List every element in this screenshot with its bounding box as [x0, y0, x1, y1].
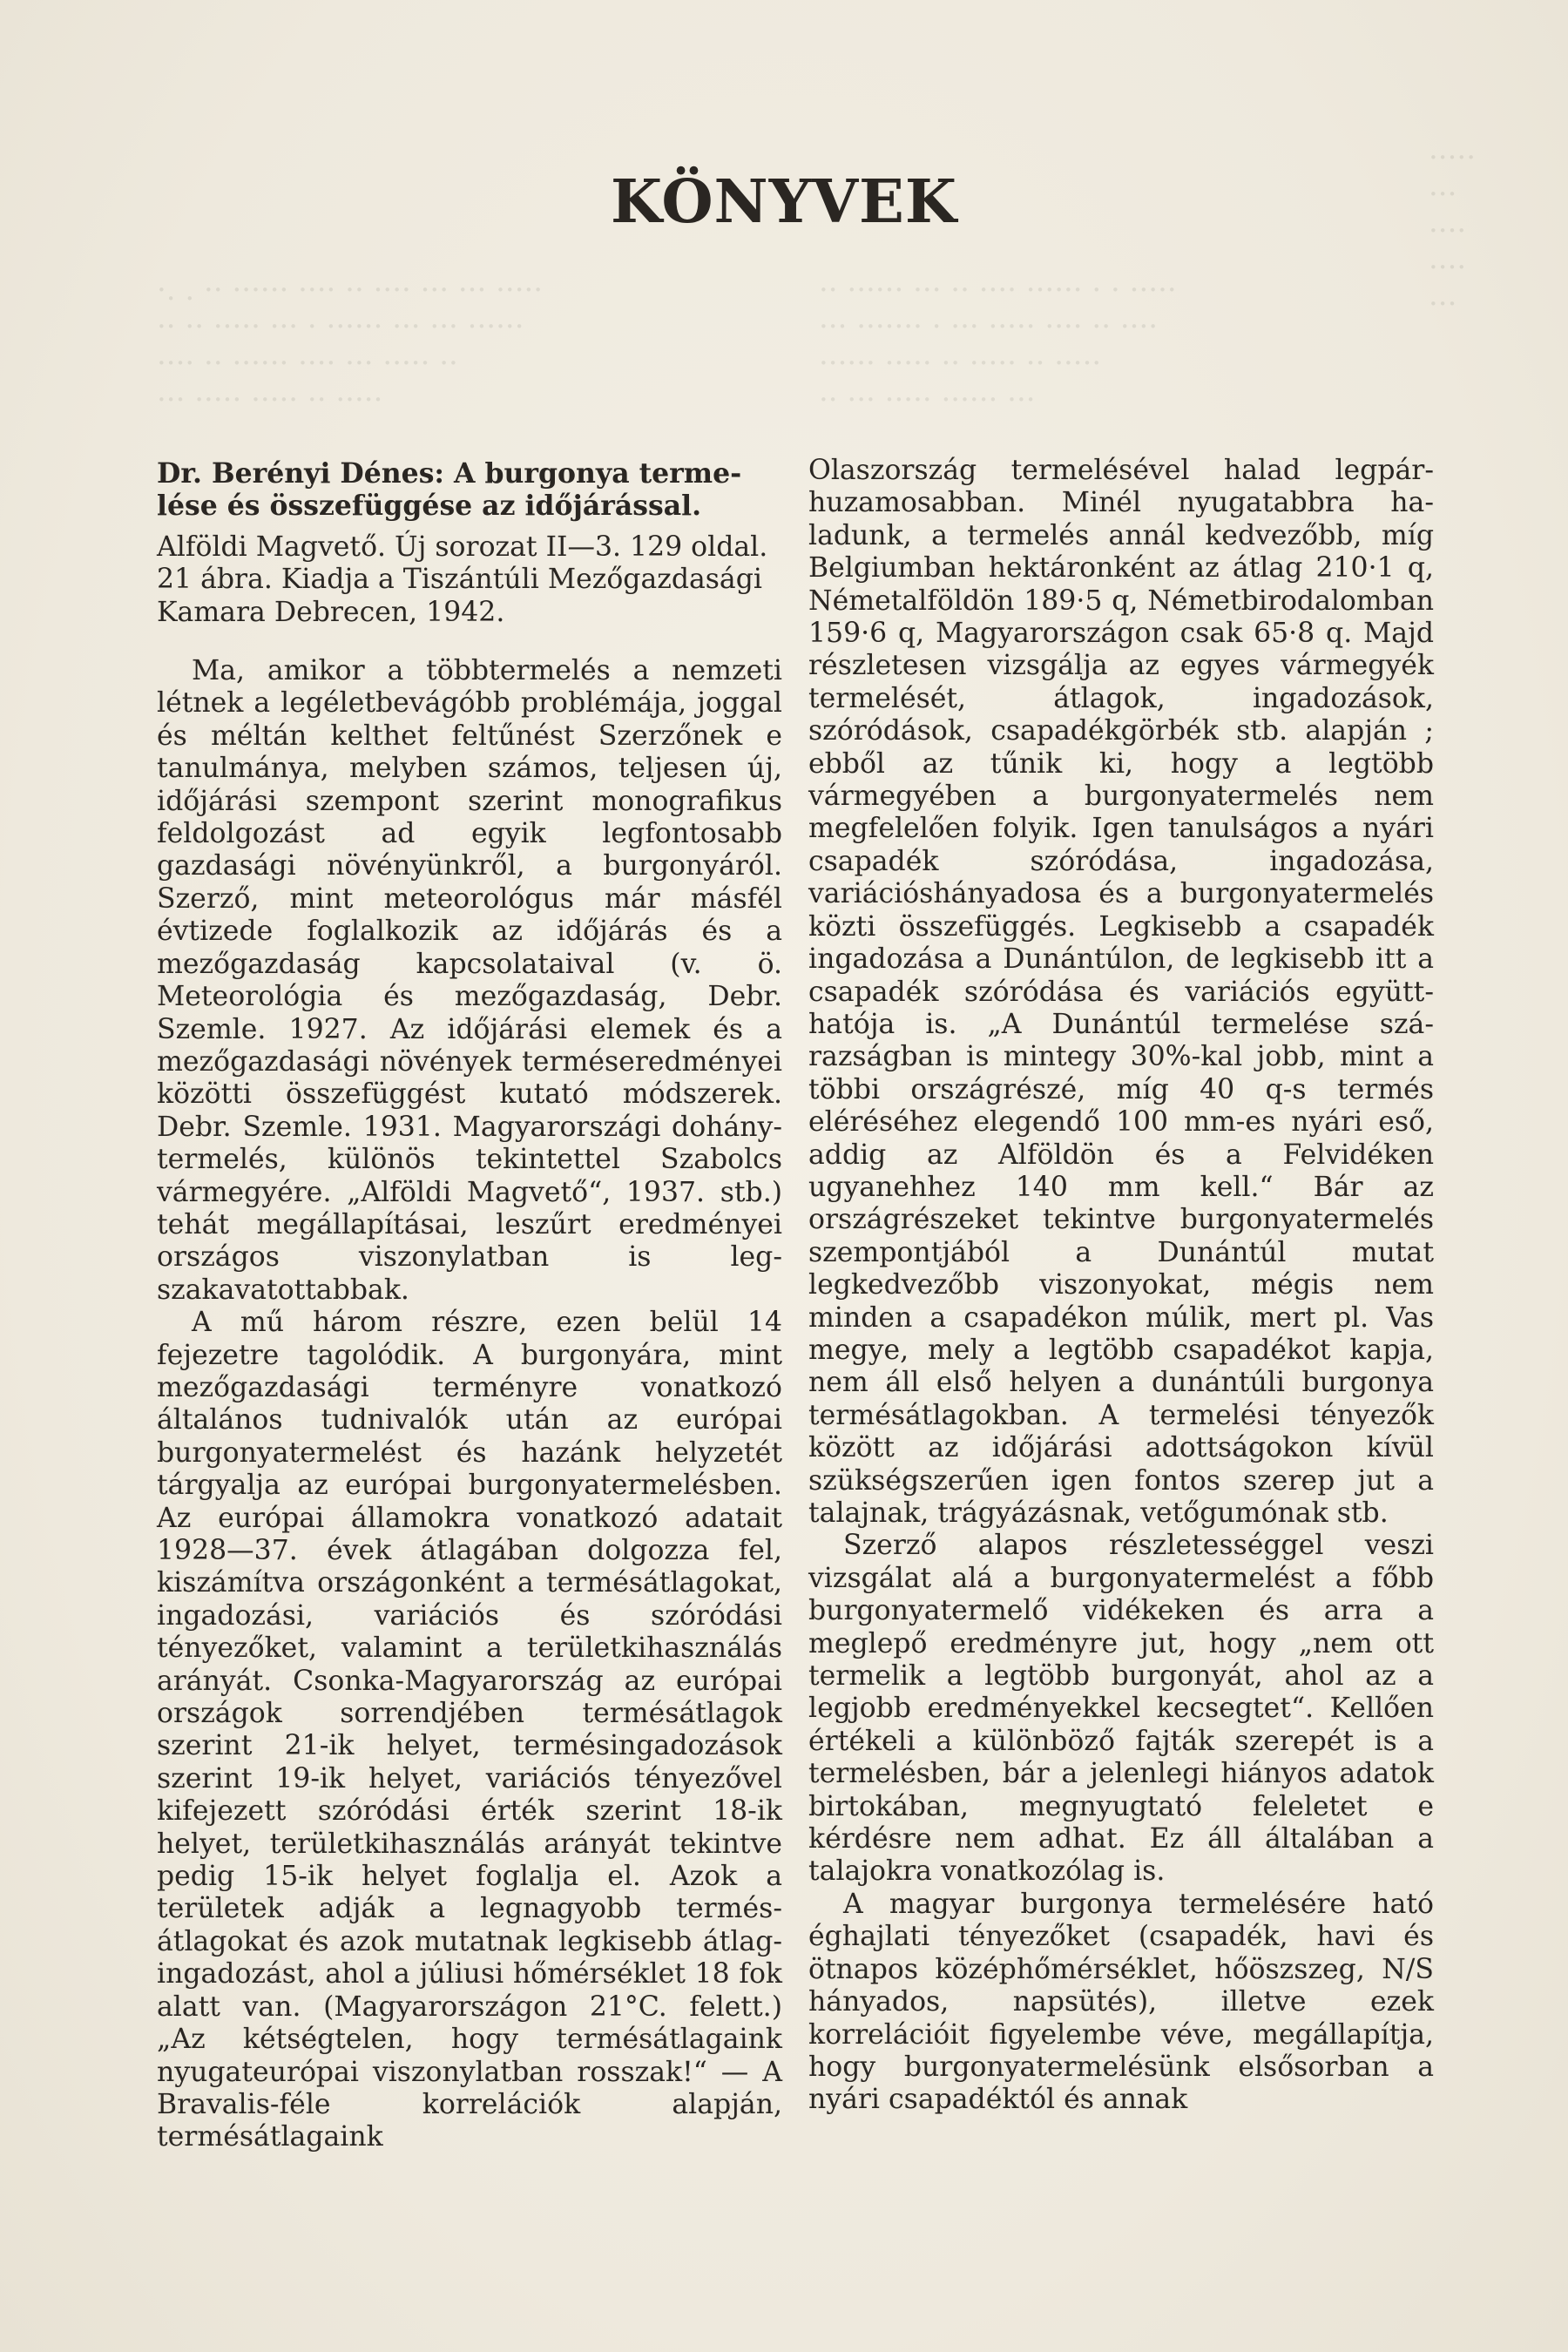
right-column	[808, 455, 1434, 2117]
show-through-text-right: ·· ······ ··· ·· ···· ······ · · ····· ··· ······· · ··· ····· ···· ·· ···· ······ ····· ·· ····· ·· ····· ·· ··· ····· ······ ···	[819, 273, 1177, 417]
page-title: KÖNYVEK	[611, 167, 957, 237]
paragraph: A mű három részre, ezen belül 14 fejezetre tagolódik. A burgonyára, mint mezőgazdasági terményre vonatkozó általános tudnivalók után az európai burgonyatermelést és hazánk helyzetét tárgyalja az európai burgonyatermelésben. Az európai államokra vonatkozó adatait 1928—37. évek átlagában dolgozza fel, kiszámítva országonként a termésátlagokat, ingadozási, variációs és szóródási tényezőket, valamint a területkihasználás arányát. Csonka-Magyarország az európai országok sorrendjében termésátlagok szerint 21-ik helyet, termésingadozások szerint 19-ik helyet, variációs tényezővel kifejezett szóródási érték szerint 18-ik helyet, területkihasználás arányát tekintve pedig 15-ik helyet foglalja el. Azok a területek adják a legnagyobb termésátlagokat és azok mutatnak legkisebb átlag-ingadozást, ahol a júliusi hőmérséklet 18 fok alatt van. (Magyarországon 21°C. felett.) „Az kétségtelen, hogy termésátlagaink nyugateurópai viszonylatban rosszak!“ — A Bravalis-féle korrelációk alapján, termésátlagaink	[157, 1307, 782, 2153]
left-column	[157, 457, 782, 2154]
paragraph: Ma, amikor a többtermelés a nemzeti létnek a legéletbevágóbb problémája, joggal és méltán kelthet feltűnést Szerzőnek e tanulmánya, melyben számos, teljesen új, időjárási szempont szerint monografikus feldolgozást ad egyik legfontosabb gazdasági növényünkről, a burgonyáról. Szerző, mint meteorológus már másfél évtizede foglalkozik az időjárás és a mezőgazdaság kapcsolataival (v. ö. Meteorológia és mezőgazdaság, Debr. Szemle. 1927. Az időjárási elemek és a mezőgazdasági növények terméseredményei közötti összefüggést kutató módszerek. Debr. Szemle. 1931. Magyarországi dohánytermelés, különös tekintettel Szabolcs vármegyére. „Alföldi Magvető“, 1937. stb.) tehát megállapításai, leszűrt eredményei országos viszonylatban is legszakavatottabbak.	[157, 655, 782, 1306]
review-author: Dr. Berényi Dénes:	[157, 457, 445, 490]
publication-details: Alföldi Magvető. Új sorozat II—3. 129 oldal. 21 ábra. Kiadja a Tiszántúli Mezőgazdasági Kamara Debrecen, 1942.	[157, 531, 768, 628]
show-through-text-left: ·. . ·· ······ ···· ·· ···· ··· ··· ····· ·· ·· ····· ··· · ······ ··· ··· ······ ···· ·· ······ ···· ··· ····· ·· ··· ····· ····· ·· ·····	[157, 273, 544, 417]
paragraph-continued: Olaszország termelésével halad legpárhuzamosabban. Minél nyugatabbra haladunk, a termelés annál kedvezőbb, míg Belgiumban hektáronként az átlag 210·1 q, Németalföldön 189·5 q, Németbirodalomban 159·6 q, Magyarországon csak 65·8 q. Majd részletesen vizsgálja az egyes vármegyék termelését, átlagok, ingadozások, szóródások, csapadékgörbék stb. alapján ; ebből az tűnik ki, hogy a legtöbb vármegyében a burgonyatermelés nem megfelelően folyik. Igen tanulságos a nyári csapadék szóródása, ingadozása, variációshányadosa és a burgonyatermelés közti összefüggés. Legkisebb a csapadék ingadozása a Dunántúlon, de legkisebb itt a csapadék szóródása és variációs együtthatója is. „A Dunántúl termelése szárazságban is mintegy 30%-kal jobb, mint a többi országrészé, míg 40 q-s termés eléréséhez elegendő 100 mm-es nyári eső, addig az Alföldön és a Felvidéken ugyanehhez 140 mm kell.“ Bár az országrészeket tekintve burgonyatermelés szempontjából a Dunántúl mutat legkedvezőbb viszonyokat, mégis nem minden a csapadékon múlik, mert pl. Vas megye, mely a legtöbb csapadékot kapja, nem áll első helyen a dunántúli burgonya termésátlagokban. A termelési tényezők között az időjárási adottságokon kívül szükségszerűen igen fontos szerep jut a talajnak, trágyázásnak, vetőgumónak stb.	[808, 455, 1434, 1529]
paragraph: A magyar burgonya termelésére ható éghajlati tényezőket (csapadék, havi és ötnapos középhőmérséklet, hőöszszeg, N/S hányados, napsütés), illetve ezek korrelációit figyelembe véve, megállapítja, hogy burgonyatermelésünk elsősorban a nyári csapadéktól és annak	[808, 1888, 1434, 2116]
paragraph: Szerző alapos részletességgel veszi vizsgálat alá a burgonyatermelést a főbb burgonyatermelő vidékeken és arra a meglepő eredményre jut, hogy „nem ott termelik a legtöbb burgonyát, ahol az a legjobb eredményekkel kecsegtet“. Kellően értékeli a különböző fajták szerepét is a termelésben, bár a jelenlegi hiányos adatok birtokában, megnyugtató feleletet e kérdésre nem adhat. Ez áll általában a talajokra vonatkozólag is.	[808, 1530, 1434, 1888]
review-book-title: A burgonya termelése és összefüggése az időjárással.	[157, 457, 742, 523]
show-through-text-margin: ····· ··· ···· ···· ···	[1429, 140, 1477, 321]
review-heading	[157, 457, 782, 523]
